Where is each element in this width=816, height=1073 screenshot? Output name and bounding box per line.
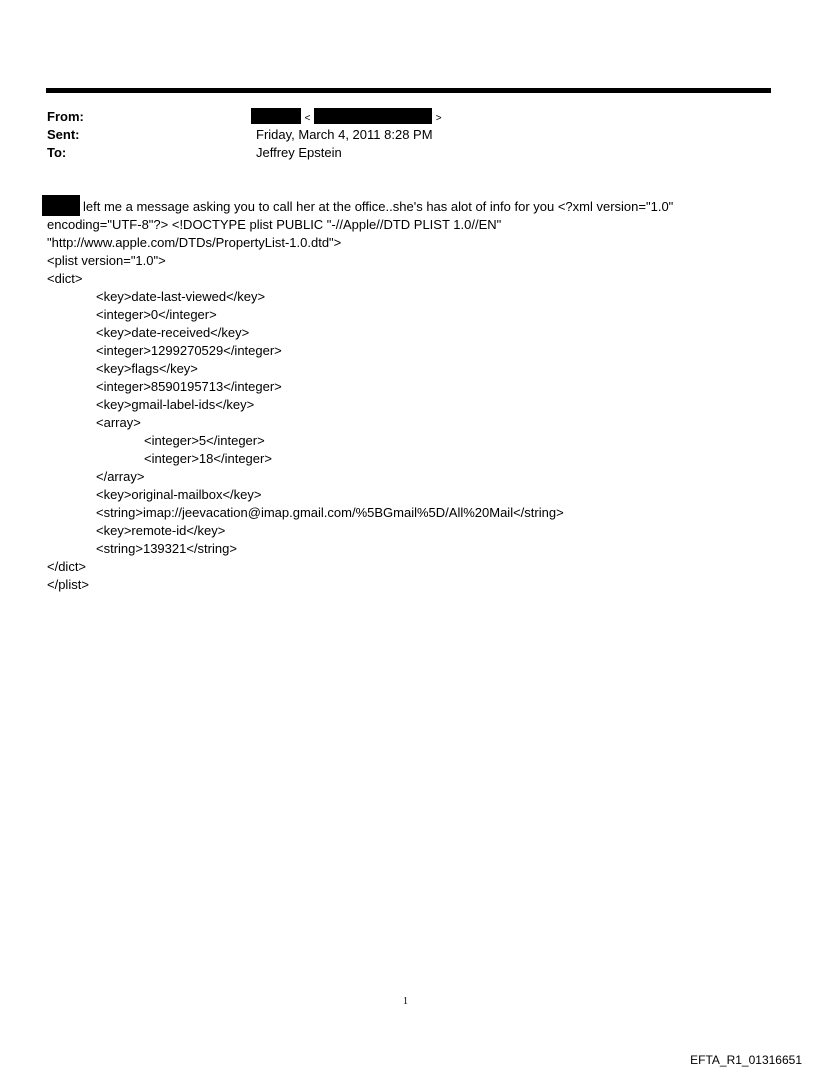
body-line: <key>original-mailbox</key> [96, 487, 262, 502]
from-value [251, 108, 442, 127]
body-line: <key>remote-id</key> [96, 523, 226, 538]
body-line: encoding="UTF-8"?> <!DOCTYPE plist PUBLIC "-//Apple//DTD PLIST 1.0//EN" [47, 217, 502, 232]
body-line: </dict> [47, 559, 87, 574]
from-gt: > [435, 113, 442, 124]
body-line: <array> [96, 415, 141, 430]
body-line: <integer>18</integer> [144, 451, 272, 466]
body-line: <dict> [47, 271, 83, 286]
body-line: <integer>0</integer> [96, 307, 217, 322]
body-line: <key>date-received</key> [96, 325, 250, 340]
body-line: <key>date-last-viewed</key> [96, 289, 266, 304]
body-line: </array> [96, 469, 145, 484]
body-line: left me a message asking you to call her at the office..she's has alot of info for you <?xml version="1.0" [83, 199, 674, 214]
body-line: <integer>8590195713</integer> [96, 379, 282, 394]
redaction-block [42, 195, 80, 216]
body-line: <key>flags</key> [96, 361, 198, 376]
page-number: 1 [403, 996, 408, 1007]
body-line: </plist> [47, 577, 89, 592]
from-label: From: [47, 109, 84, 124]
redaction-block [251, 108, 301, 124]
body-line: <string>139321</string> [96, 541, 237, 556]
sent-label: Sent: [47, 127, 80, 142]
body-line: "http://www.apple.com/DTDs/PropertyList-1.0.dtd"> [47, 235, 342, 250]
redaction-block [314, 108, 432, 124]
header-rule [46, 88, 771, 93]
to-value: Jeffrey Epstein [256, 145, 342, 160]
body-line: <integer>5</integer> [144, 433, 265, 448]
body-line: <string>imap://jeevacation@imap.gmail.com/%5BGmail%5D/All%20Mail</string> [96, 505, 564, 520]
body-line: <key>gmail-label-ids</key> [96, 397, 255, 412]
from-lt: < [304, 113, 311, 124]
to-label: To: [47, 145, 67, 160]
body-line: <plist version="1.0"> [47, 253, 166, 268]
body-line: <integer>1299270529</integer> [96, 343, 282, 358]
document-id: EFTA_R1_01316651 [690, 1053, 802, 1067]
sent-value: Friday, March 4, 2011 8:28 PM [256, 127, 433, 142]
